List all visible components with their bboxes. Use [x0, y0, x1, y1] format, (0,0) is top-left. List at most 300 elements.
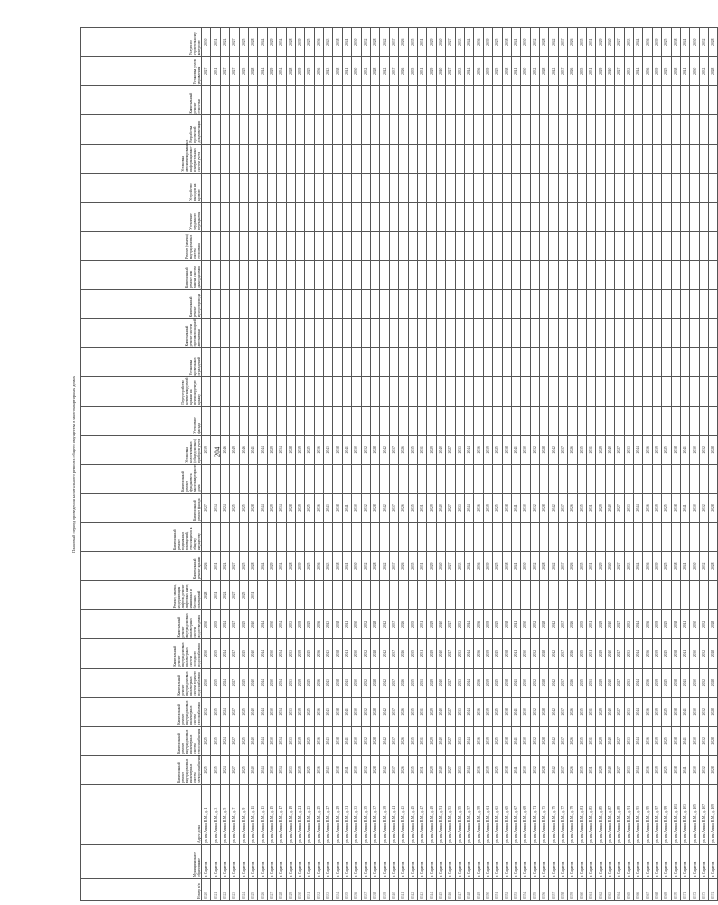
cell-year	[511, 377, 520, 406]
cell-year	[483, 464, 492, 493]
header-work-20: Устройство выходов на кровлю	[81, 173, 202, 202]
cell-year	[605, 231, 614, 260]
cell-year	[474, 115, 483, 144]
cell-year: 2035	[408, 668, 417, 697]
cell-number: 8370	[671, 879, 680, 901]
cell-year	[277, 290, 286, 319]
cell-year: 2041	[511, 435, 520, 464]
cell-year	[277, 523, 286, 552]
cell-year	[211, 348, 220, 377]
cell-year: 2026	[568, 639, 577, 668]
cell-year	[239, 377, 248, 406]
cell-year	[436, 348, 445, 377]
cell-year	[399, 290, 408, 319]
cell-year: 2043	[324, 726, 333, 755]
cell-year	[577, 202, 586, 231]
cell-municipality: г. Саратов	[615, 845, 624, 879]
cell-year	[643, 377, 652, 406]
cell-year: 2035	[408, 28, 417, 57]
cell-year: 2039	[295, 493, 304, 522]
cell-year	[577, 261, 586, 290]
cell-year	[248, 523, 257, 552]
cell-year: 2028	[709, 668, 718, 697]
cell-year: 2033	[286, 668, 295, 697]
cell-year	[211, 290, 220, 319]
cell-number: 8335	[342, 879, 351, 901]
cell-year	[483, 202, 492, 231]
table-row	[314, 28, 323, 901]
cell-year: 2026	[399, 755, 408, 784]
cell-year: 2029	[596, 552, 605, 581]
cell-year: 2033	[455, 726, 464, 755]
cell-year: 2030	[521, 57, 530, 86]
cell-address: ул. им Азина В.М., д. 5	[220, 785, 229, 845]
cell-address: ул. им Азина В.М., д. 61	[483, 785, 492, 845]
cell-address: ул. им Азина В.М., д. 109	[709, 785, 718, 845]
cell-number: 8351	[493, 879, 502, 901]
cell-year	[624, 377, 633, 406]
cell-year: 2032	[361, 697, 370, 726]
cell-year: 2044	[258, 57, 267, 86]
cell-year: 2027	[615, 610, 624, 639]
cell-year: 2039	[483, 697, 492, 726]
cell-year	[446, 406, 455, 435]
cell-year	[314, 261, 323, 290]
cell-year: 2043	[324, 493, 333, 522]
cell-year	[680, 581, 689, 610]
cell-year	[371, 144, 380, 173]
cell-municipality: г. Саратов	[709, 845, 718, 879]
cell-address: ул. им Азина В.М., д. 53	[446, 785, 455, 845]
cell-year	[436, 115, 445, 144]
cell-year	[361, 348, 370, 377]
cell-year: 2027	[230, 668, 239, 697]
cell-year	[361, 202, 370, 231]
cell-year: 2031	[211, 581, 220, 610]
cell-year	[558, 202, 567, 231]
cell-year	[427, 523, 436, 552]
cell-year: 2029	[427, 639, 436, 668]
cell-year: 2042	[549, 28, 558, 57]
cell-year: 2039	[295, 435, 304, 464]
cell-year: 2040	[436, 28, 445, 57]
cell-year	[220, 377, 229, 406]
cell-year: 2043	[324, 28, 333, 57]
cell-year	[295, 173, 304, 202]
cell-year	[633, 581, 642, 610]
cell-year	[680, 406, 689, 435]
cell-year	[286, 581, 295, 610]
cell-municipality: г. Саратов	[380, 845, 389, 879]
cell-year	[239, 464, 248, 493]
cell-year: 2026	[202, 552, 211, 581]
cell-year: 2030	[690, 552, 699, 581]
cell-year	[549, 319, 558, 348]
cell-year	[549, 231, 558, 260]
cell-year: 2028	[286, 28, 295, 57]
cell-year: 2031	[417, 726, 426, 755]
cell-year	[558, 406, 567, 435]
cell-year	[709, 231, 718, 260]
cell-year	[389, 231, 398, 260]
cell-year	[295, 377, 304, 406]
cell-year: 2038	[502, 668, 511, 697]
cell-year: 2030	[202, 610, 211, 639]
cell-year	[380, 144, 389, 173]
cell-year	[615, 202, 624, 231]
cell-year: 2041	[511, 639, 520, 668]
cell-year: 2033	[286, 610, 295, 639]
cell-year	[549, 173, 558, 202]
cell-municipality: г. Саратов	[399, 845, 408, 879]
cell-year: 2029	[596, 755, 605, 784]
cell-address: ул. им Азина В.М., д. 45	[408, 785, 417, 845]
cell-year: 2036	[314, 57, 323, 86]
cell-year	[399, 319, 408, 348]
cell-year: 2040	[605, 726, 614, 755]
cell-year	[709, 319, 718, 348]
cell-year	[324, 86, 333, 115]
cell-year	[671, 173, 680, 202]
cell-year: 2042	[549, 668, 558, 697]
cell-year	[709, 261, 718, 290]
cell-year	[596, 261, 605, 290]
cell-year: 2030	[521, 28, 530, 57]
cell-year: 2043	[324, 57, 333, 86]
cell-year	[352, 144, 361, 173]
cell-year	[417, 231, 426, 260]
cell-year	[408, 202, 417, 231]
cell-year	[417, 464, 426, 493]
cell-year	[662, 144, 671, 173]
cell-year: 2025	[239, 668, 248, 697]
cell-year: 2025	[239, 28, 248, 57]
cell-year: 2044	[464, 668, 473, 697]
cell-year: 2037	[389, 28, 398, 57]
cell-year	[699, 406, 708, 435]
cell-year: 2043	[324, 552, 333, 581]
cell-year	[624, 464, 633, 493]
cell-year	[493, 173, 502, 202]
cell-year: 2044	[464, 552, 473, 581]
cell-year	[596, 115, 605, 144]
cell-year: 2040	[248, 639, 257, 668]
cell-municipality: г. Саратов	[474, 845, 483, 879]
cell-year	[709, 581, 718, 610]
cell-year	[305, 319, 314, 348]
cell-year: 2033	[455, 493, 464, 522]
cell-year: 2041	[511, 552, 520, 581]
cell-municipality: г. Саратов	[371, 845, 380, 879]
cell-year: 2031	[417, 639, 426, 668]
cell-year	[474, 319, 483, 348]
table-row	[662, 28, 671, 901]
cell-year	[652, 290, 661, 319]
cell-year	[587, 261, 596, 290]
cell-year: 2041	[248, 435, 257, 464]
cell-year	[333, 523, 342, 552]
cell-address: ул. им Азина В.М., д. 75	[549, 785, 558, 845]
table-row	[248, 28, 257, 901]
cell-year: 2044	[258, 493, 267, 522]
cell-year: 2040	[436, 697, 445, 726]
cell-year	[680, 261, 689, 290]
cell-number: 8353	[511, 879, 520, 901]
cell-number: 8372	[690, 879, 699, 901]
cell-year: 2036	[643, 493, 652, 522]
cell-year	[587, 523, 596, 552]
cell-year	[342, 464, 351, 493]
cell-year: 2036	[643, 435, 652, 464]
cell-year	[464, 231, 473, 260]
cell-year	[671, 406, 680, 435]
cell-year	[455, 581, 464, 610]
cell-year	[474, 231, 483, 260]
cell-year: 2034	[211, 493, 220, 522]
cell-year: 2038	[502, 435, 511, 464]
table-row	[690, 28, 699, 901]
cell-year	[436, 523, 445, 552]
cell-year	[568, 115, 577, 144]
cell-year: 2028	[540, 639, 549, 668]
cell-year	[446, 523, 455, 552]
cell-year	[540, 115, 549, 144]
cell-year	[483, 319, 492, 348]
cell-year	[577, 348, 586, 377]
cell-municipality: г. Саратов	[230, 845, 239, 879]
cell-year: 2030	[690, 610, 699, 639]
cell-year	[399, 581, 408, 610]
cell-year	[662, 231, 671, 260]
cell-year	[371, 406, 380, 435]
cell-year	[605, 144, 614, 173]
cell-number: 8344	[427, 879, 436, 901]
cell-year	[474, 581, 483, 610]
cell-year	[605, 261, 614, 290]
cell-year: 2044	[633, 28, 642, 57]
cell-year: 2042	[549, 552, 558, 581]
cell-year: 2026	[568, 552, 577, 581]
cell-year: 2039	[295, 552, 304, 581]
cell-year	[417, 348, 426, 377]
cell-year	[643, 464, 652, 493]
cell-year: 2027	[230, 639, 239, 668]
cell-municipality: г. Саратов	[540, 845, 549, 879]
cell-year	[389, 523, 398, 552]
cell-year: 2037	[558, 493, 567, 522]
cell-year	[690, 319, 699, 348]
cell-year	[568, 231, 577, 260]
cell-year	[202, 319, 211, 348]
cell-year: 2041	[342, 435, 351, 464]
cell-year: 2038	[502, 610, 511, 639]
cell-year	[633, 173, 642, 202]
cell-year	[577, 523, 586, 552]
cell-year	[286, 86, 295, 115]
cell-year	[202, 348, 211, 377]
cell-year: 2026	[399, 610, 408, 639]
cell-year	[267, 202, 276, 231]
cell-year	[211, 523, 220, 552]
cell-year	[220, 319, 229, 348]
cell-year: 2031	[211, 552, 220, 581]
cell-year	[624, 523, 633, 552]
cell-year	[230, 86, 239, 115]
cell-year	[361, 173, 370, 202]
cell-year	[530, 173, 539, 202]
cell-year: 2030	[690, 668, 699, 697]
cell-year	[652, 231, 661, 260]
cell-year	[615, 319, 624, 348]
cell-year	[549, 377, 558, 406]
cell-year: 2033	[286, 755, 295, 784]
table-row	[408, 28, 417, 901]
cell-year: 2043	[324, 610, 333, 639]
header-work-4: Капитальный ремонт внутридомовых инженерных систем холодного водоснабжения	[81, 639, 202, 668]
cell-municipality: г. Саратов	[417, 845, 426, 879]
cell-year	[530, 581, 539, 610]
cell-year	[417, 523, 426, 552]
cell-number: 8367	[643, 879, 652, 901]
cell-year: 2035	[577, 552, 586, 581]
cell-year	[230, 348, 239, 377]
table-body	[202, 28, 718, 901]
cell-year	[558, 319, 567, 348]
cell-year	[324, 144, 333, 173]
cell-year: 2032	[530, 668, 539, 697]
cell-number: 8332	[314, 879, 323, 901]
cell-year: 2044	[464, 697, 473, 726]
cell-year: 2037	[389, 755, 398, 784]
cell-year	[699, 348, 708, 377]
cell-number: 8321	[211, 879, 220, 901]
cell-year: 2030	[352, 28, 361, 57]
table-row	[342, 28, 351, 901]
cell-year	[633, 231, 642, 260]
cell-year	[624, 348, 633, 377]
cell-year: 2024	[220, 610, 229, 639]
cell-year	[615, 173, 624, 202]
cell-year: 2033	[455, 639, 464, 668]
table-row	[333, 28, 342, 901]
cell-year: 2025	[662, 668, 671, 697]
cell-municipality: г. Саратов	[662, 845, 671, 879]
cell-year	[662, 523, 671, 552]
cell-year: 2030	[352, 668, 361, 697]
cell-year	[455, 464, 464, 493]
cell-year	[230, 202, 239, 231]
cell-year: 2030	[521, 668, 530, 697]
cell-year	[324, 319, 333, 348]
cell-year	[352, 231, 361, 260]
cell-address: ул. им Азина В.М., д. 59	[474, 785, 483, 845]
cell-year	[587, 290, 596, 319]
cell-year: 2032	[530, 552, 539, 581]
cell-year: 2028	[248, 57, 257, 86]
table-row	[286, 28, 295, 901]
cell-year	[417, 173, 426, 202]
cell-year: 2039	[652, 552, 661, 581]
cell-year	[540, 290, 549, 319]
cell-municipality: г. Саратов	[511, 845, 520, 879]
cell-year	[399, 348, 408, 377]
cell-year: 2038	[333, 639, 342, 668]
cell-year: 2044	[633, 755, 642, 784]
cell-year	[474, 173, 483, 202]
cell-year	[258, 464, 267, 493]
cell-number: 8329	[286, 879, 295, 901]
cell-year: 2033	[624, 435, 633, 464]
cell-year	[596, 202, 605, 231]
cell-year: 2033	[624, 726, 633, 755]
cell-year	[652, 115, 661, 144]
cell-year	[417, 115, 426, 144]
cell-year	[633, 290, 642, 319]
cell-year: 2034	[277, 435, 286, 464]
cell-year	[371, 173, 380, 202]
cell-year: 2027	[202, 57, 211, 86]
cell-number: 8327	[267, 879, 276, 901]
cell-year	[361, 290, 370, 319]
cell-year: 2027	[230, 697, 239, 726]
cell-year	[483, 86, 492, 115]
cell-year: 2044	[633, 697, 642, 726]
cell-year	[464, 115, 473, 144]
cell-year: 2030	[521, 610, 530, 639]
cell-year	[202, 464, 211, 493]
cell-year	[483, 348, 492, 377]
cell-year: 2032	[361, 57, 370, 86]
cell-year: 2027	[615, 552, 624, 581]
cell-year	[427, 231, 436, 260]
cell-year	[643, 406, 652, 435]
cell-year	[408, 86, 417, 115]
table-row	[511, 28, 520, 901]
cell-number: 8343	[417, 879, 426, 901]
header-work-14: Установка кровельных ограждений	[81, 348, 202, 377]
cell-year: 2031	[587, 639, 596, 668]
cell-year	[314, 319, 323, 348]
cell-year: 2028	[371, 493, 380, 522]
cell-year: 2029	[427, 610, 436, 639]
cell-address: ул. им Азина В.М., д. 85	[596, 785, 605, 845]
cell-year: 2040	[605, 28, 614, 57]
cell-year: 2044	[464, 755, 473, 784]
cell-year	[530, 231, 539, 260]
table-row	[596, 28, 605, 901]
cell-year	[333, 581, 342, 610]
document-title: Плановый период проведения капитального ремонта общего имущества в многоквартирных домах	[68, 28, 81, 901]
table-row	[417, 28, 426, 901]
header-work-3: Капитальный ремонт внутридомовых инженерных систем горячего водоснабжения	[81, 668, 202, 697]
cell-year: 2032	[361, 668, 370, 697]
cell-year	[305, 173, 314, 202]
cell-year: 2035	[577, 726, 586, 755]
cell-year: 2029	[427, 28, 436, 57]
cell-year	[286, 319, 295, 348]
table-row	[446, 28, 455, 901]
cell-year	[220, 86, 229, 115]
table-row	[521, 28, 530, 901]
cell-year	[662, 86, 671, 115]
cell-year	[305, 290, 314, 319]
cell-year: 2037	[558, 726, 567, 755]
cell-municipality: г. Саратов	[258, 845, 267, 879]
cell-year: 2035	[408, 435, 417, 464]
cell-year	[568, 86, 577, 115]
cell-year: 2038	[502, 697, 511, 726]
cell-year	[248, 377, 257, 406]
